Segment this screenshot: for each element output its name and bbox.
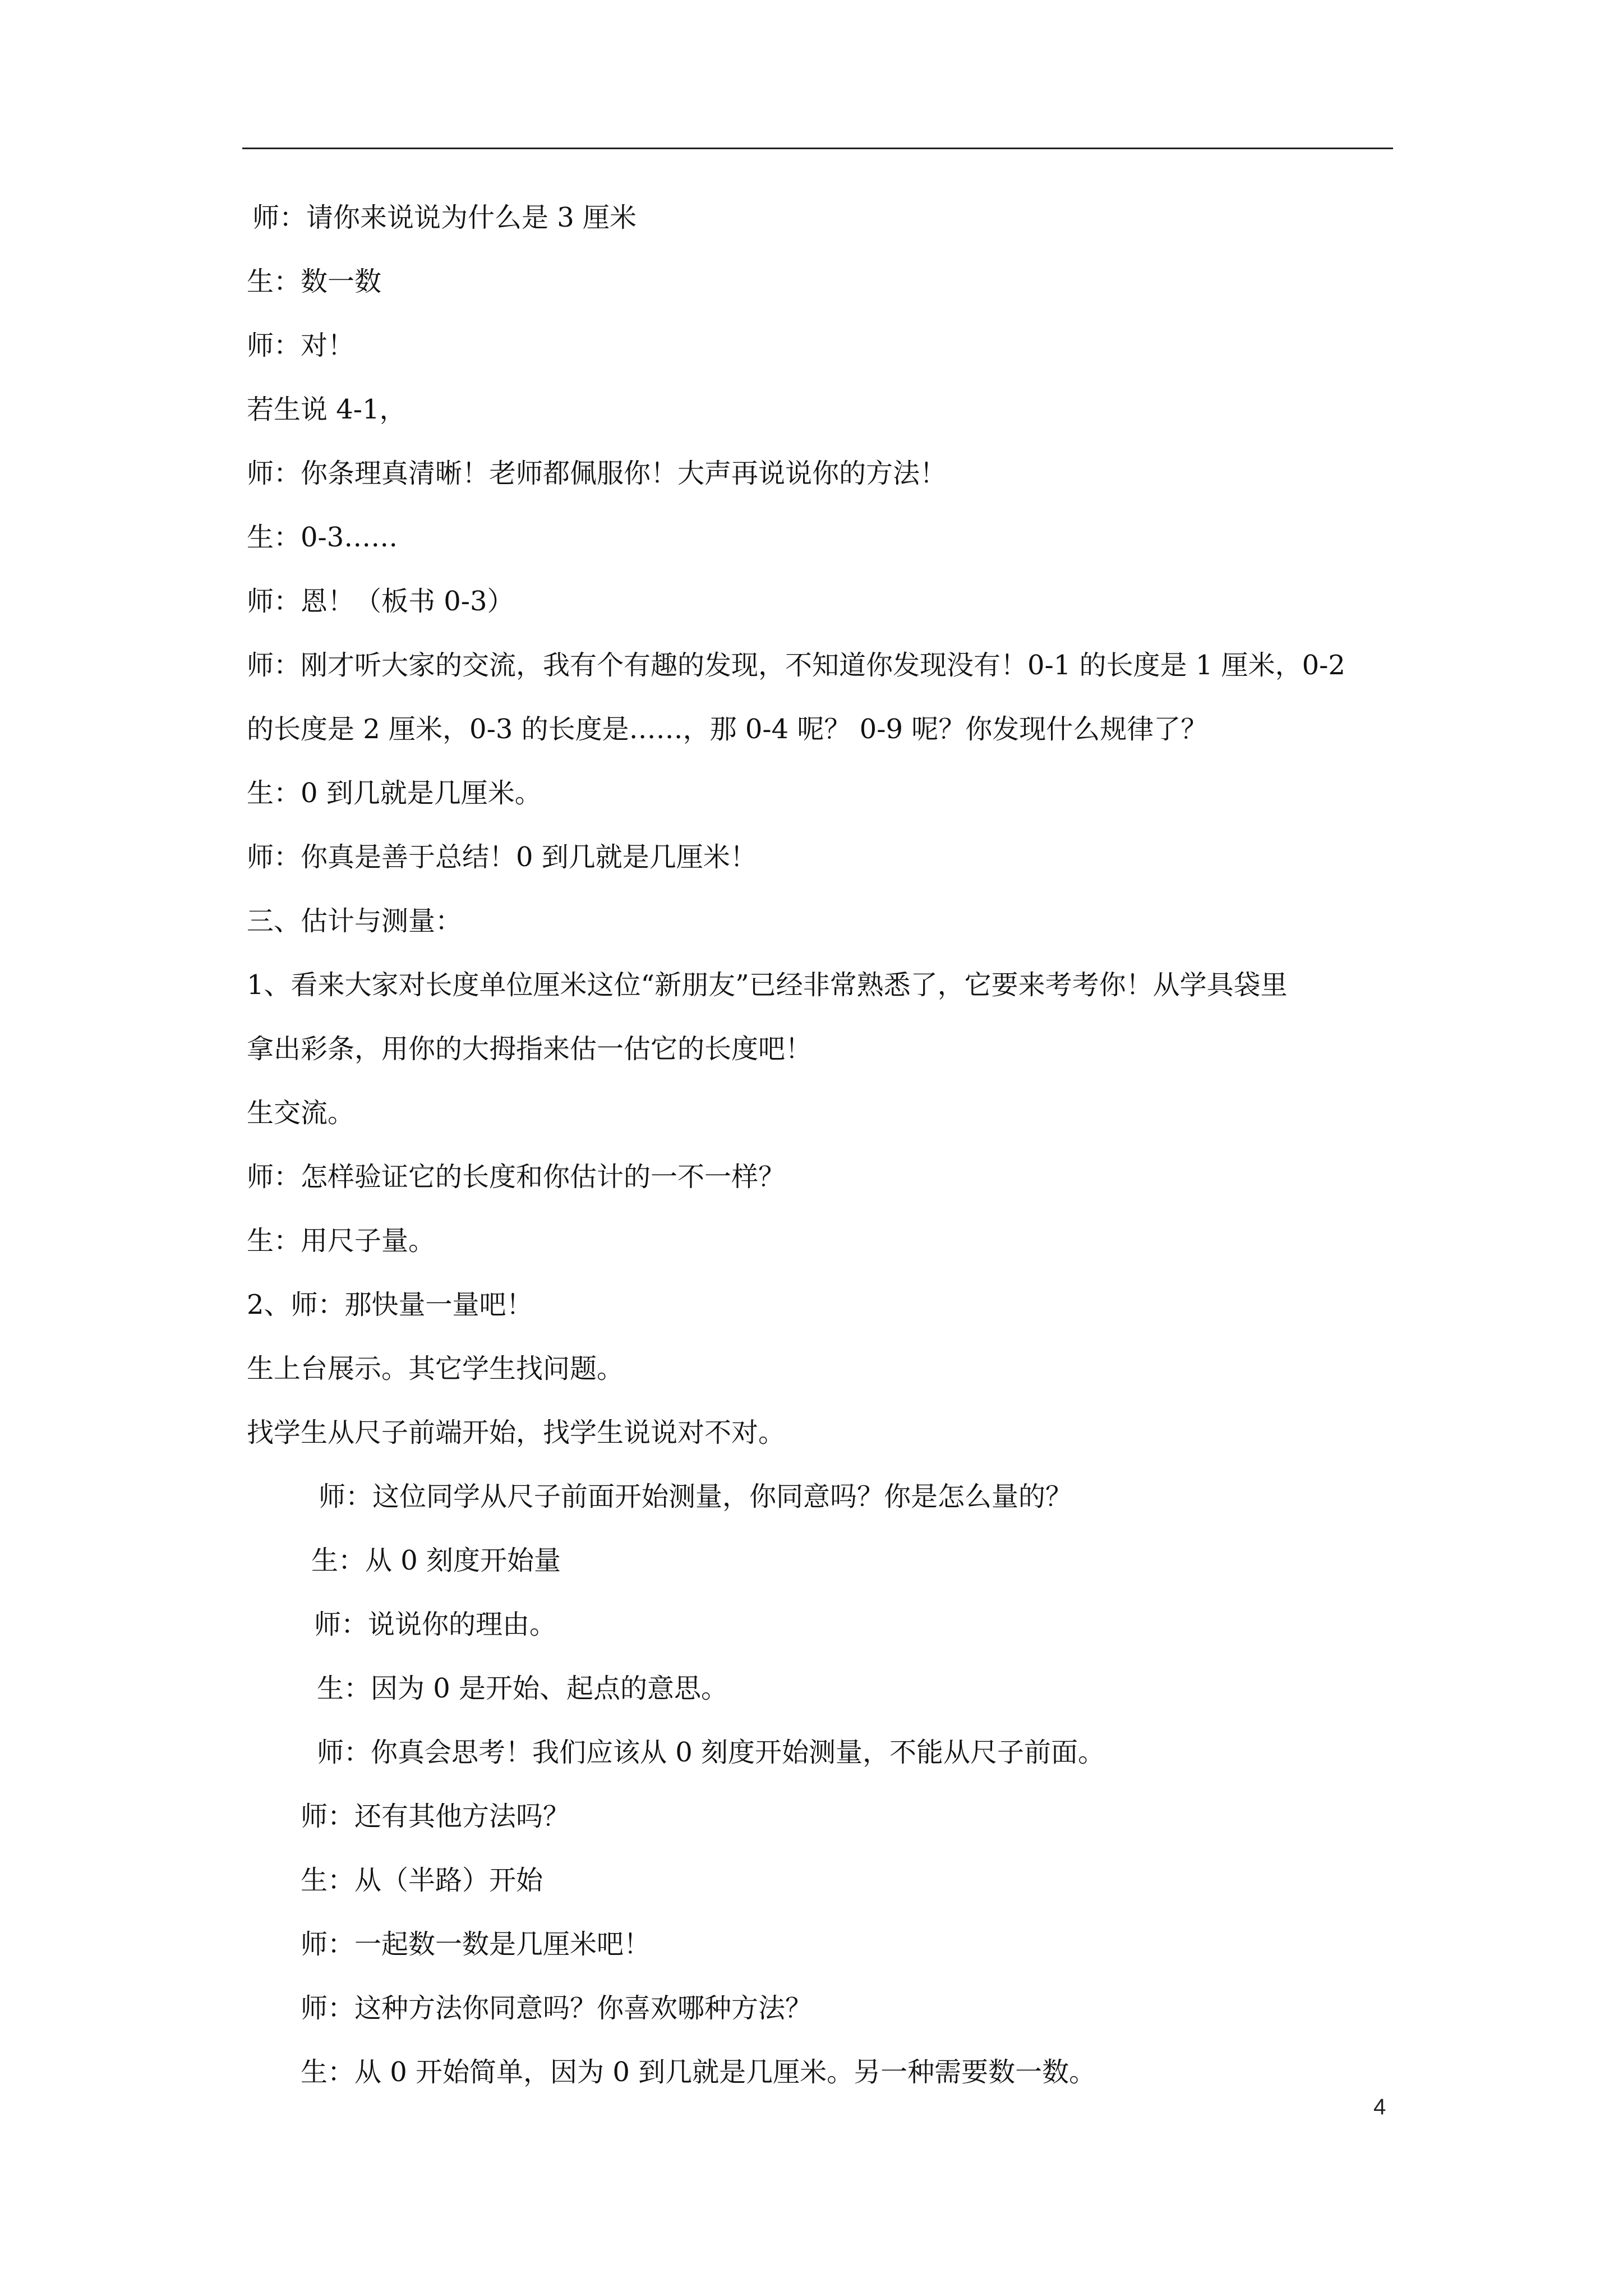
text-line: 师：怎样验证它的长度和你估计的一不一样？ xyxy=(247,1161,786,1193)
text-line: 师：你真会思考！我们应该从 0 刻度开始测量，不能从尺子前面。 xyxy=(317,1737,1105,1768)
text-line: 生：从（半路）开始 xyxy=(301,1865,543,1896)
text-line: 生：0 到几就是几厘米。 xyxy=(247,777,542,809)
text-line: 生：从 0 开始简单，因为 0 到几就是几厘米。另一种需要数一数。 xyxy=(301,2056,1096,2088)
text-line: 师：说说你的理由。 xyxy=(314,1609,557,1640)
text-line: 师：请你来说说为什么是 3 厘米 xyxy=(252,202,637,233)
header-rule xyxy=(242,148,1393,149)
text-line: 拿出彩条，用你的大拇指来估一估它的长度吧！ xyxy=(247,1033,813,1065)
text-line: 师：一起数一数是几厘米吧！ xyxy=(301,1929,651,1960)
text-line: 生交流。 xyxy=(247,1097,355,1129)
text-line: 师：你条理真清晰！老师都佩服你！大声再说说你的方法！ xyxy=(247,458,947,489)
text-line: 师：还有其他方法吗？ xyxy=(301,1801,570,1832)
text-line: 的长度是 2 厘米，0-3 的长度是……，那 0-4 呢？ 0-9 呢？你发现什么规律了？ xyxy=(247,714,1208,745)
text-line: 师：你真是善于总结！0 到几就是几厘米！ xyxy=(247,841,757,873)
text-line: 生：从 0 刻度开始量 xyxy=(311,1545,561,1576)
text-line: 生上台展示。其它学生找问题。 xyxy=(247,1353,624,1384)
text-line: 师：刚才听大家的交流，我有个有趣的发现，不知道你发现没有！0-1 的长度是 1 厘米，0-2 xyxy=(247,650,1345,681)
text-line: 师：这位同学从尺子前面开始测量，你同意吗？你是怎么量的？ xyxy=(319,1481,1073,1512)
text-line: 找学生从尺子前端开始，找学生说说对不对。 xyxy=(247,1417,786,1448)
text-line: 2、师：那快量一量吧！ xyxy=(247,1289,533,1320)
text-line: 师：对！ xyxy=(247,330,355,361)
document-body xyxy=(247,202,1396,2120)
section-heading: 三、估计与测量： xyxy=(247,905,463,937)
text-line: 1、看来大家对长度单位厘米这位“新朋友”已经非常熟悉了，它要来考考你！从学具袋里 xyxy=(247,969,1288,1001)
text-line: 生：用尺子量。 xyxy=(247,1225,436,1257)
text-line: 师：恩！（板书 0-3） xyxy=(247,586,514,617)
text-line: 生：因为 0 是开始、起点的意思。 xyxy=(317,1673,728,1704)
text-line: 若生说 4-1， xyxy=(247,394,407,425)
text-line: 生：0-3…… xyxy=(247,522,398,553)
page-number: 4 xyxy=(1373,2095,1386,2119)
text-line: 生：数一数 xyxy=(247,266,382,297)
text-line: 师：这种方法你同意吗？你喜欢哪种方法？ xyxy=(301,1993,813,2024)
